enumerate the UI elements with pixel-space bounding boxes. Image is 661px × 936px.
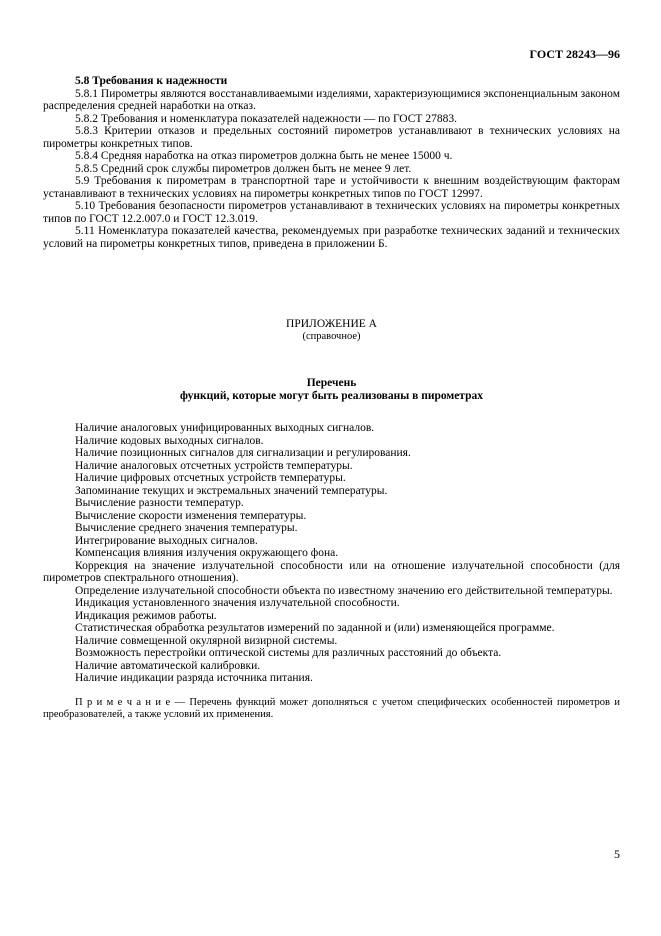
body-paragraph: 5.8.2 Требования и номенклатура показателей надежности — по ГОСТ 27883. xyxy=(75,112,457,125)
appendix-label: ПРИЛОЖЕНИЕ А xyxy=(286,318,377,330)
function-item: Возможность перестройки оптической системы для различных расстояний до объекта. xyxy=(75,647,502,659)
appendix-sublabel: (справочное) xyxy=(302,331,361,342)
function-item: Вычисление разности температур. xyxy=(75,497,244,509)
function-item: Наличие совмещенной окулярной визирной системы. xyxy=(75,634,338,647)
function-item: Индикация установленного значения излучательной способности. xyxy=(75,597,400,609)
body-paragraph: 5.9 Требования к пирометрам в транспортной таре и устойчивости к внешним воздействующим факторам устанавливают в технических условиях на пирометры конкретных типов по ГОСТ 12997. xyxy=(43,175,620,200)
function-item: Интегрирование выходных сигналов. xyxy=(75,534,258,547)
body-paragraph: 5.8.4 Средняя наработка на отказ пирометров должна быть не менее 15000 ч. xyxy=(75,150,453,162)
section-heading: 5.8 Требования к надежности xyxy=(75,75,228,87)
function-item: Вычисление среднего значения температуры. xyxy=(75,522,298,534)
section-5-8-block xyxy=(43,75,620,250)
function-item: Запоминание текущих и экстремальных значений температуры. xyxy=(75,484,388,497)
function-item: Индикация режимов работы. xyxy=(75,609,217,622)
function-item: Определение излучательной способности объекта по известному значению его действительной температуры. xyxy=(75,584,613,597)
function-item: Наличие цифровых отсчетных устройств температуры. xyxy=(75,472,346,484)
function-item: Наличие автоматической калибровки. xyxy=(75,659,261,672)
page-number: 5 xyxy=(614,847,620,861)
body-paragraph: 5.11 Номенклатура показателей качества, рекомендуемых при разработке технических заданий и технических условий на пирометры конкретных типов, приведена в приложении Б. xyxy=(43,225,620,250)
appendix-title-line2: функций, которые могут быть реализованы в пирометрах xyxy=(179,390,483,402)
function-item: Наличие аналоговых унифицированных выходных сигналов. xyxy=(75,422,375,434)
function-item: Статистическая обработка результатов измерений по заданной и (или) изменяющейся программе. xyxy=(75,622,555,634)
note-paragraph: П р и м е ч а н и е — Перечень функций может дополняться с учетом специфических особенностей пирометров и преобразователей, а также условий их применения. xyxy=(43,696,620,720)
body-paragraph: 5.8.1 Пирометры являются восстанавливаемыми изделиями, характеризующимися экспоненциальным законом распределения средней наработки на отказ. xyxy=(43,87,620,112)
function-item: Наличие позиционных сигналов для сигнализации и регулирования. xyxy=(75,447,411,459)
function-item: Наличие кодовых выходных сигналов. xyxy=(75,434,264,447)
body-paragraph: 5.10 Требования безопасности пирометров устанавливают в технических условиях на пирометры конкретных типов по ГОСТ 12.2.007.0 и ГОСТ 12.3.019. xyxy=(43,200,620,225)
function-item: Наличие индикации разряда источника питания. xyxy=(75,672,313,684)
doc-number-header: ГОСТ 28243—96 xyxy=(529,47,620,61)
function-item: Наличие аналоговых отсчетных устройств температуры. xyxy=(75,459,353,472)
functions-list xyxy=(43,422,620,685)
body-paragraph: 5.8.3 Критерии отказов и предельных состояний пирометров устанавливают в технических условиях на пирометры конкретных типов. xyxy=(43,125,620,150)
appendix-title xyxy=(43,377,620,403)
function-item: Компенсация влияния излучения окружающего фона. xyxy=(75,547,339,559)
note-block xyxy=(43,697,620,721)
function-item: Коррекция на значение излучательной способности или на отношение излучательной способности (для пирометров спектрального отношения). xyxy=(43,559,620,584)
function-item: Вычисление скорости изменения температуры. xyxy=(75,509,307,522)
body-paragraph: 5.8.5 Средний срок службы пирометров должен быть не менее 9 лет. xyxy=(75,162,412,175)
appendix-title-line1: Перечень xyxy=(306,377,357,389)
